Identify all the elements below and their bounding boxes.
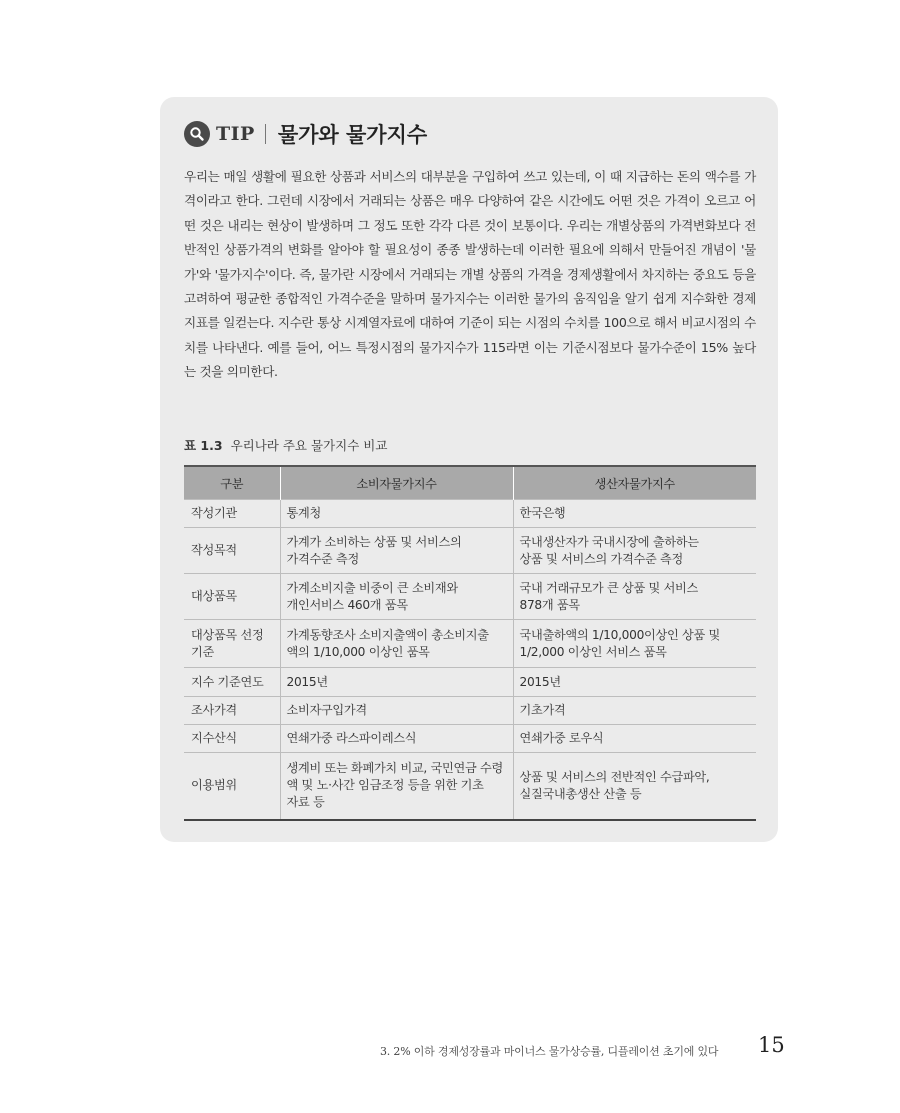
table-caption-text: 우리나라 주요 물가지수 비교 — [230, 438, 388, 453]
tip-label: TIP — [216, 123, 255, 145]
row-label-cell: 대상품목 — [184, 574, 280, 620]
table-row — [184, 528, 756, 574]
cpi-cell: 가계소비지출 비중이 큰 소비재와 개인서비스 460개 품목 — [280, 574, 513, 620]
running-footer: 3. 2% 이하 경제성장률과 마이너스 물가상승률, 디플레이션 초기에 있다 — [380, 1045, 719, 1058]
row-label-cell: 이용범위 — [184, 753, 280, 820]
ppi-cell: 국내 거래규모가 큰 상품 및 서비스 878개 품목 — [513, 574, 756, 620]
search-icon — [184, 121, 210, 147]
header-ppi: 생산자물가지수 — [513, 466, 756, 500]
page-number: 15 — [758, 1033, 785, 1057]
price-index-comparison-table — [184, 465, 756, 821]
table-row — [184, 620, 756, 668]
cpi-cell: 가계동향조사 소비지출액이 총소비지출 액의 1/10,000 이상인 품목 — [280, 620, 513, 668]
table-row — [184, 697, 756, 725]
tip-header — [184, 119, 427, 149]
ppi-cell: 연쇄가중 로우식 — [513, 725, 756, 753]
cpi-cell: 2015년 — [280, 668, 513, 697]
row-label-cell: 지수산식 — [184, 725, 280, 753]
row-label-cell: 대상품목 선정 기준 — [184, 620, 280, 668]
tip-title: 물가와 물가지수 — [277, 123, 428, 147]
cpi-cell: 통계청 — [280, 500, 513, 528]
table-row — [184, 668, 756, 697]
tip-body-paragraph: 우리는 매일 생활에 필요한 상품과 서비스의 대부분을 구입하여 쓰고 있는데, 이 때 지급하는 돈의 액수를 가격이라고 한다. 그런데 시장에서 거래되는 상품은 매우 다양하여 같은 시간에도 어떤 것은 가격이 오르고 어떤 것은 내리는 현상이 발생하며 그 정도 또한 각각 다른 것이 보통이다. 우리는 개별상품의 가격변화보다 전반적인 상품가격의 변화를 알아야 할 필요성이 종종 발생하는데 이러한 필요에 의해서 만들어진 개념이 '물가'와 '물가지수'이다. 즉, 물가란 시장에서 거래되는 개별 상품의 가격을 경제생활에서 차지하는 중요도 등을 고려하여 평균한 종합적인 가격수준을 말하며 물가지수는 이러한 물가의 움직임을 알기 쉽게 지수화한 경제지표를 일컫는다. 지수란 통상 시계열자료에 대하여 기준이 되는 시점의 수치를 100으로 해서 비교시점의 수치를 나타낸다. 예를 들어, 어느 특정시점의 물가지수가 115라면 이는 기준시점보다 물가수준이 15% 높다는 것을 의미한다. — [184, 169, 756, 380]
table-row — [184, 500, 756, 528]
table-row — [184, 574, 756, 620]
table-caption-number: 표 1.3 — [184, 438, 223, 453]
row-label-cell: 작성목적 — [184, 528, 280, 574]
table-row — [184, 753, 756, 820]
cpi-cell: 생계비 또는 화폐가치 비교, 국민연금 수령 액 및 노·사간 임금조정 등을 위한 기초 자료 등 — [280, 753, 513, 820]
table-row — [184, 725, 756, 753]
ppi-cell: 국내생산자가 국내시장에 출하하는 상품 및 서비스의 가격수준 측정 — [513, 528, 756, 574]
ppi-cell: 한국은행 — [513, 500, 756, 528]
divider — [265, 124, 266, 144]
tip-box — [160, 97, 778, 842]
ppi-cell: 기초가격 — [513, 697, 756, 725]
row-label-cell: 조사가격 — [184, 697, 280, 725]
header-cpi: 소비자물가지수 — [280, 466, 513, 500]
table-caption — [184, 436, 387, 454]
ppi-cell: 상품 및 서비스의 전반적인 수급파악, 실질국내총생산 산출 등 — [513, 753, 756, 820]
ppi-cell: 2015년 — [513, 668, 756, 697]
cpi-cell: 연쇄가중 라스파이레스식 — [280, 725, 513, 753]
ppi-cell: 국내출하액의 1/10,000이상인 상품 및 1/2,000 이상인 서비스 품목 — [513, 620, 756, 668]
header-category: 구분 — [184, 466, 280, 500]
cpi-cell: 소비자구입가격 — [280, 697, 513, 725]
table-header-row — [184, 466, 756, 500]
cpi-cell: 가계가 소비하는 상품 및 서비스의 가격수준 측정 — [280, 528, 513, 574]
row-label-cell: 작성기관 — [184, 500, 280, 528]
row-label-cell: 지수 기준연도 — [184, 668, 280, 697]
